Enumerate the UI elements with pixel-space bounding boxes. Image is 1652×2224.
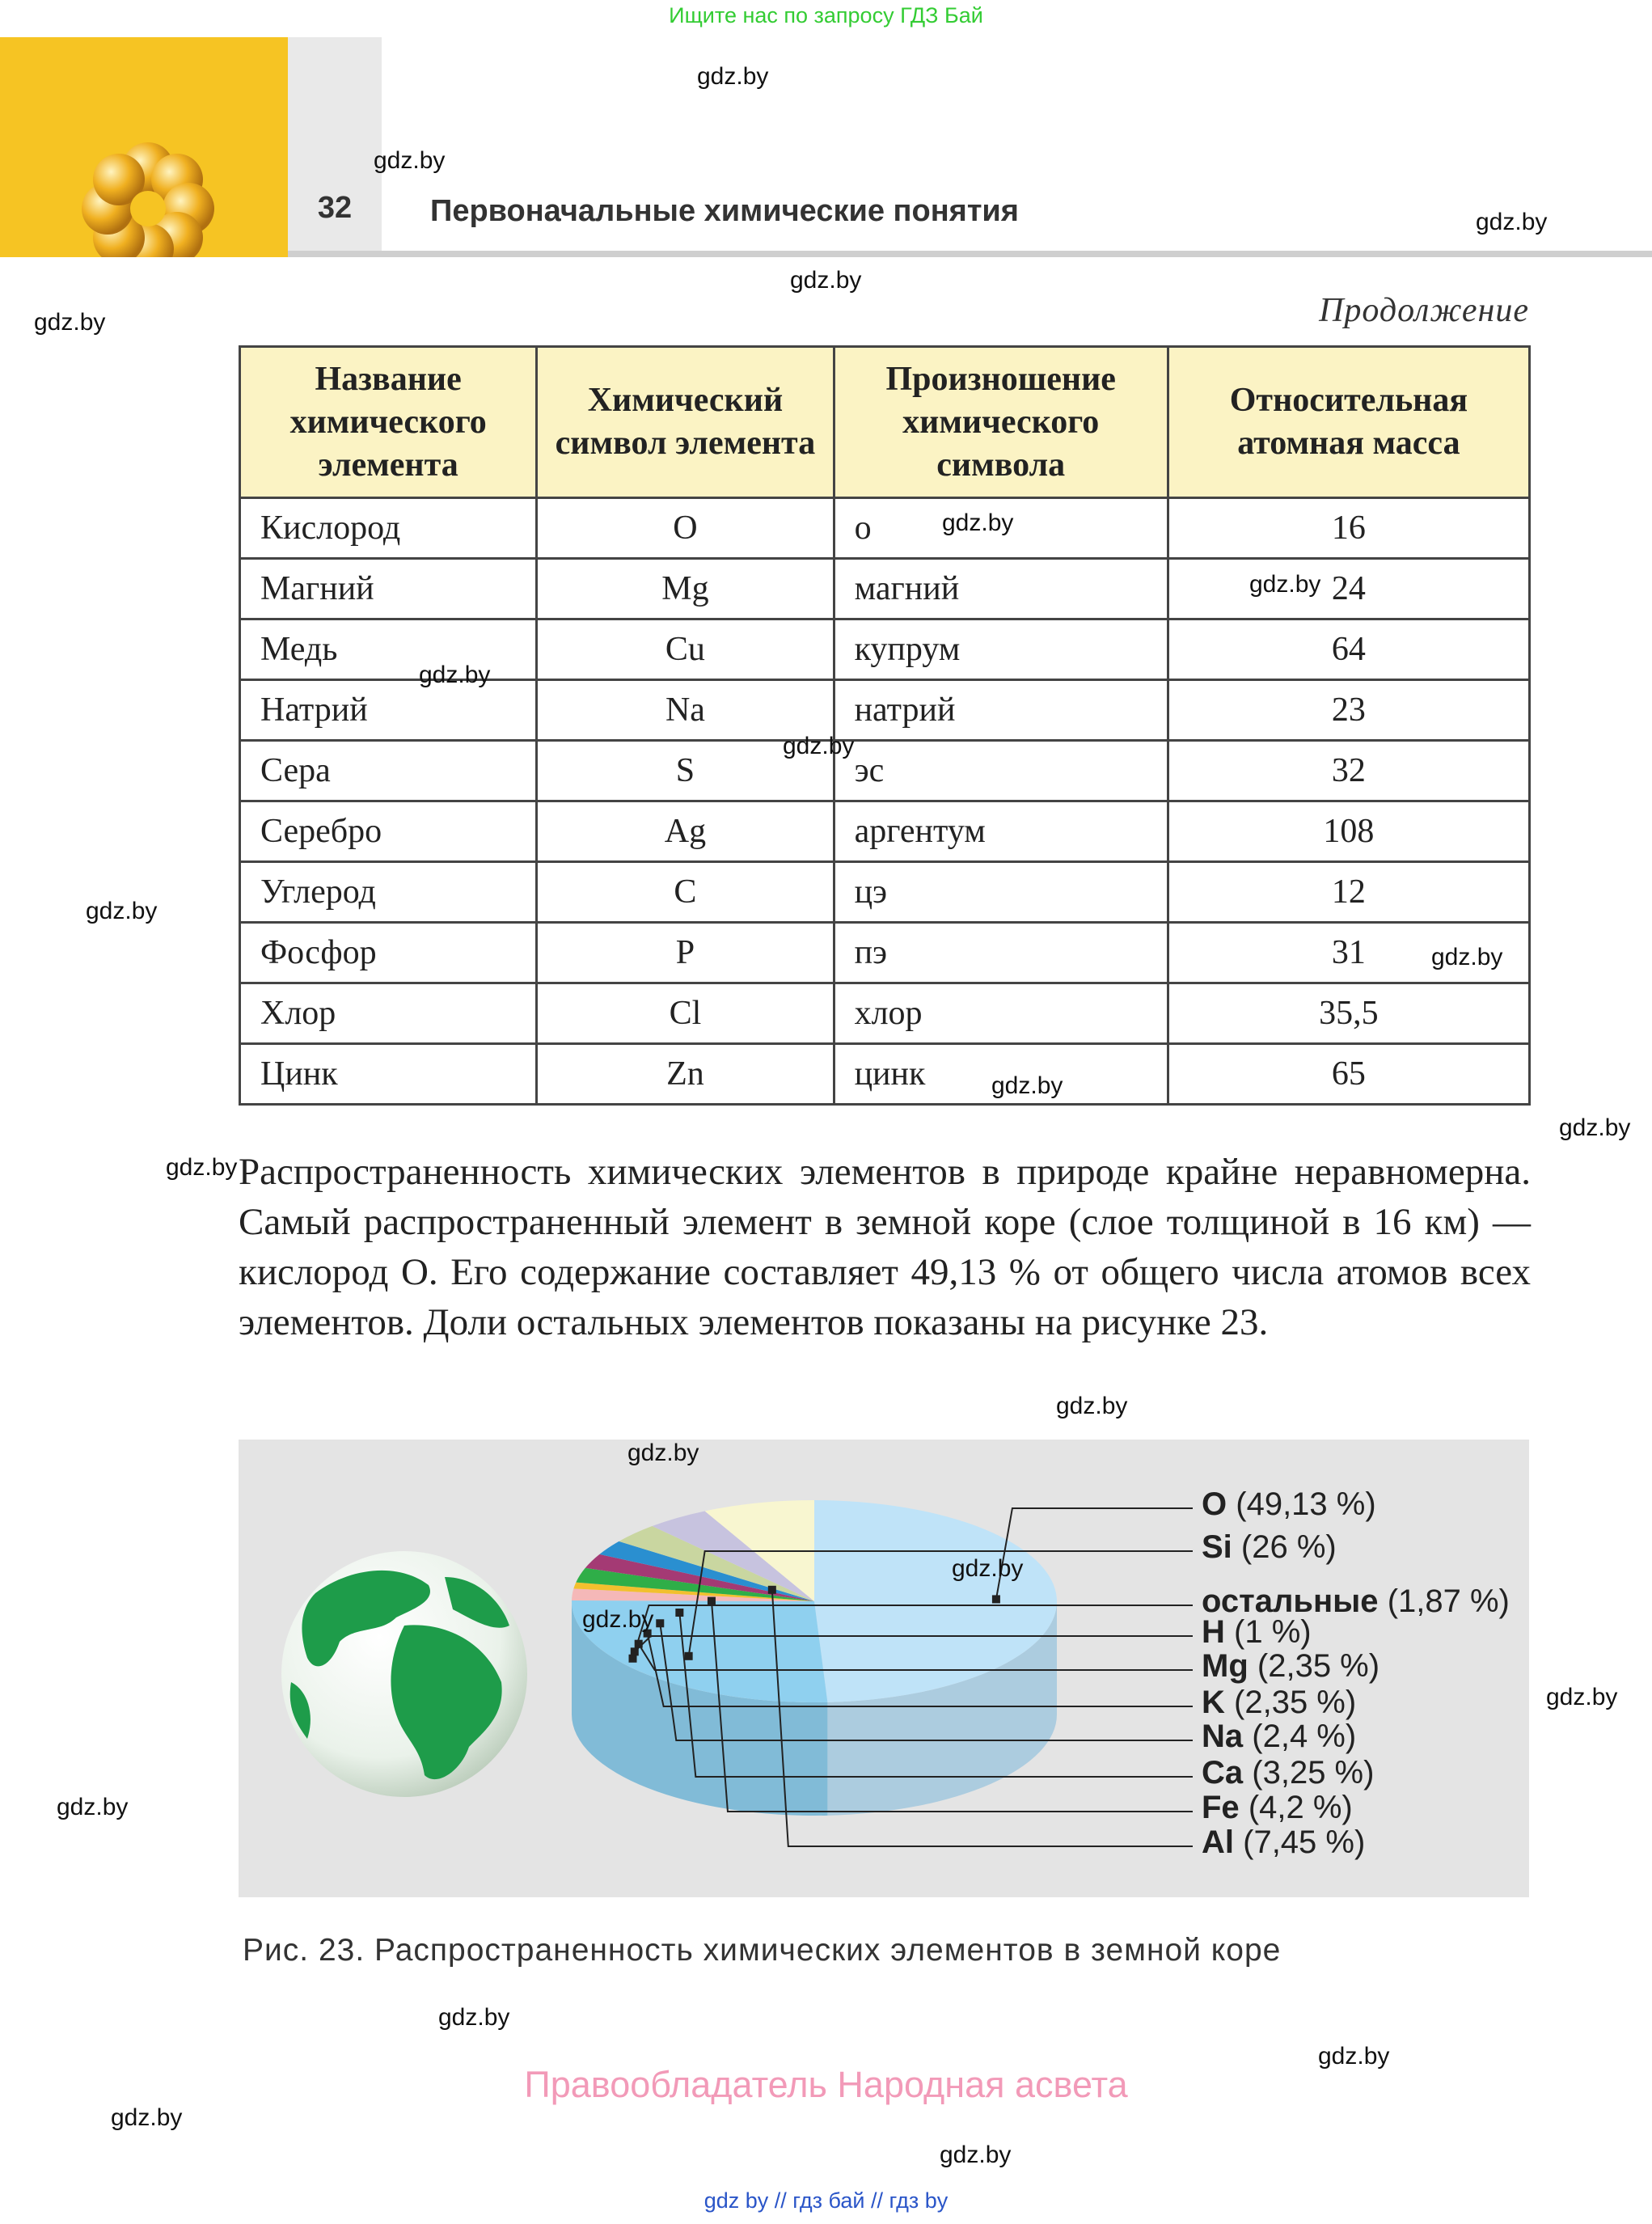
- element-name: Фосфор: [240, 923, 537, 983]
- legend-symbol: H: [1202, 1614, 1225, 1650]
- elements-table: [239, 345, 1531, 1106]
- watermark: gdz.by: [1249, 571, 1321, 598]
- legend-fe: [1202, 1790, 1353, 1826]
- element-mass: 12: [1168, 862, 1529, 923]
- watermark: gdz.by: [1559, 1114, 1631, 1141]
- legend-percent: (7,45 %): [1243, 1824, 1366, 1860]
- molecule-ring-icon: [0, 37, 288, 257]
- element-name: Магний: [240, 559, 537, 619]
- chapter-title: Первоначальные химические понятия: [430, 194, 1019, 228]
- watermark: gdz.by: [942, 509, 1014, 536]
- watermark: gdz.by: [1318, 2043, 1390, 2070]
- legend-percent: (2,35 %): [1234, 1685, 1357, 1720]
- watermark: gdz.by: [166, 1154, 238, 1181]
- watermark: gdz.by: [438, 2004, 510, 2031]
- legend-symbol: Si: [1202, 1529, 1232, 1565]
- header-symbol: Химический символ элемента: [537, 347, 834, 498]
- element-mass: 23: [1168, 680, 1529, 741]
- legend-symbol: Mg: [1202, 1648, 1249, 1684]
- watermark: gdz.by: [1056, 1393, 1128, 1419]
- element-name: Углерод: [240, 862, 537, 923]
- legend-percent: (4,2 %): [1248, 1790, 1353, 1825]
- element-pronunciation: пэ: [834, 923, 1168, 983]
- legend-ca: [1202, 1755, 1374, 1791]
- table-row: [240, 559, 1530, 619]
- watermark: gdz.by: [419, 662, 491, 688]
- element-pronunciation: магний: [834, 559, 1168, 619]
- element-name: Медь: [240, 619, 537, 680]
- watermark: gdz.by: [1546, 1684, 1618, 1710]
- legend-symbol: остальные: [1202, 1583, 1379, 1619]
- watermark: gdz.by: [627, 1440, 699, 1466]
- legend-si: [1202, 1529, 1337, 1566]
- legend-percent: (1,87 %): [1387, 1583, 1510, 1619]
- top-search-link[interactable]: Ищите нас по запросу ГДЗ Бай: [669, 3, 983, 27]
- element-mass: 65: [1168, 1044, 1529, 1105]
- element-symbol: Mg: [537, 559, 834, 619]
- element-symbol: Cu: [537, 619, 834, 680]
- legend-symbol: Ca: [1202, 1755, 1244, 1791]
- watermark: gdz.by: [1476, 209, 1548, 235]
- element-pronunciation: цэ: [834, 862, 1168, 923]
- element-symbol: O: [537, 498, 834, 559]
- element-pronunciation: эс: [834, 741, 1168, 801]
- body-paragraph: Распространенность химических элементов в природе крайне неравномерна. Самый распространенный элемент в земной коре (слое толщиной в 16 км) — кислород O. Его содержание составляет 49,13 % от общего числа атомов всех элементов. Доли остальных элементов показаны на рисунке 23.: [239, 1151, 1531, 1343]
- element-symbol: Ag: [537, 801, 834, 862]
- element-pronunciation: цинк: [834, 1044, 1168, 1105]
- legend-symbol: K: [1202, 1685, 1225, 1720]
- legend-symbol: Na: [1202, 1719, 1244, 1754]
- legend-percent: (49,13 %): [1236, 1486, 1376, 1522]
- element-name: Серебро: [240, 801, 537, 862]
- legend-percent: (3,25 %): [1252, 1755, 1375, 1791]
- watermark: gdz.by: [783, 733, 855, 759]
- legend-percent: (2,4 %): [1252, 1719, 1357, 1754]
- legend-al: [1202, 1824, 1365, 1861]
- legend-symbol: Fe: [1202, 1790, 1240, 1825]
- element-name: Натрий: [240, 680, 537, 741]
- element-name: Цинк: [240, 1044, 537, 1105]
- element-mass: 16: [1168, 498, 1529, 559]
- element-mass: 31: [1168, 923, 1529, 983]
- watermark: gdz.by: [374, 147, 446, 174]
- legend-percent: (1 %): [1234, 1614, 1312, 1650]
- watermark: gdz.by: [952, 1555, 1024, 1582]
- table-row: [240, 862, 1530, 923]
- element-name: Хлор: [240, 983, 537, 1044]
- element-symbol: C: [537, 862, 834, 923]
- header-atomic-mass: Относительная атомная масса: [1168, 347, 1529, 498]
- element-mass: 108: [1168, 801, 1529, 862]
- element-symbol: S: [537, 741, 834, 801]
- legend-mg: [1202, 1648, 1379, 1685]
- leader-dot-Mg: [635, 1640, 643, 1648]
- header-element-name: Название химического элемента: [240, 347, 537, 498]
- legend-percent: (26 %): [1240, 1529, 1337, 1565]
- header-rule: [288, 251, 1652, 257]
- watermark: gdz.by: [582, 1606, 654, 1633]
- watermark: gdz.by: [34, 309, 106, 336]
- element-name: Кислород: [240, 498, 537, 559]
- legend-symbol: O: [1202, 1486, 1227, 1522]
- element-mass: 32: [1168, 741, 1529, 801]
- element-name: Сера: [240, 741, 537, 801]
- watermark: gdz.by: [940, 2142, 1012, 2168]
- element-pronunciation: о: [834, 498, 1168, 559]
- continuation-label: Продолжение: [1319, 292, 1529, 329]
- table-row: [240, 801, 1530, 862]
- watermark: gdz.by: [991, 1072, 1063, 1099]
- watermark: gdz.by: [697, 63, 769, 90]
- element-pronunciation: хлор: [834, 983, 1168, 1044]
- table-row: [240, 1044, 1530, 1105]
- legend-k: [1202, 1685, 1356, 1721]
- watermark: gdz.by: [57, 1794, 129, 1820]
- element-pronunciation: аргентум: [834, 801, 1168, 862]
- table-row: [240, 983, 1530, 1044]
- legend-na: [1202, 1719, 1356, 1755]
- element-pronunciation: натрий: [834, 680, 1168, 741]
- bottom-links[interactable]: gdz by // гдз бай // гдз by: [703, 2188, 949, 2213]
- legend-h: [1202, 1614, 1312, 1651]
- element-symbol: P: [537, 923, 834, 983]
- watermark: gdz.by: [790, 267, 862, 294]
- table-row: [240, 741, 1530, 801]
- element-mass: 64: [1168, 619, 1529, 680]
- legend-o: [1202, 1486, 1376, 1523]
- element-symbol: Na: [537, 680, 834, 741]
- watermark: gdz.by: [111, 2104, 183, 2131]
- legend-percent: (2,35 %): [1257, 1648, 1380, 1684]
- figure-caption: Рис. 23. Распространенность химических элементов в земной коре: [243, 1933, 1282, 1968]
- table-row: [240, 498, 1530, 559]
- table-header-row: [240, 347, 1530, 498]
- page-number: 32: [317, 191, 353, 225]
- watermark: gdz.by: [1431, 944, 1503, 970]
- copyright-notice: Правообладатель Народная асвета: [524, 2064, 1128, 2105]
- header-pronunciation: Произношение химического символа: [834, 347, 1168, 498]
- chapter-color-block: [0, 37, 288, 257]
- element-symbol: Zn: [537, 1044, 834, 1105]
- element-pronunciation: купрум: [834, 619, 1168, 680]
- element-mass: 35,5: [1168, 983, 1529, 1044]
- element-symbol: Cl: [537, 983, 834, 1044]
- table-row: [240, 923, 1530, 983]
- watermark: gdz.by: [86, 898, 158, 924]
- element-mass: 24: [1168, 559, 1529, 619]
- legend-symbol: Al: [1202, 1824, 1234, 1860]
